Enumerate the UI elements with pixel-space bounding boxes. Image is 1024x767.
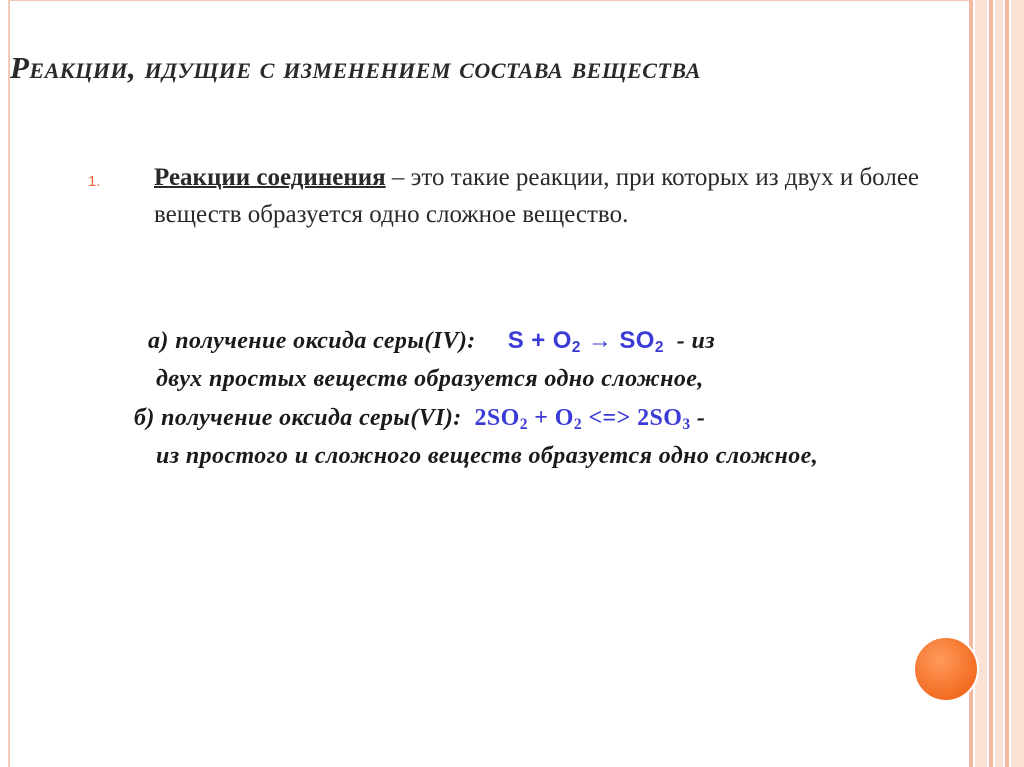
example-b-tail: - (690, 405, 706, 431)
border-stripe (1005, 0, 1009, 767)
border-stripe (995, 0, 1003, 767)
orange-circle-decoration (913, 636, 979, 702)
definition-text (154, 159, 934, 233)
formula-a: $S + O_2 \to SO_2$ (507, 327, 664, 356)
frame-left-line (8, 0, 10, 767)
border-stripe (975, 0, 987, 767)
definition: – это такие реакции, при которых из двух и более веществ образуется одно сложное вещество. (154, 164, 920, 228)
example-a-tail: - из (670, 328, 716, 354)
term: Реакции соединения (154, 164, 386, 191)
example-a (148, 322, 948, 398)
example-a-continuation: двух простых веществ образуется одно сложное, (156, 366, 704, 392)
example-b (134, 399, 946, 475)
example-b-continuation: из простого и сложного веществ образуется одно сложное, (156, 443, 819, 469)
border-stripe (1011, 0, 1024, 767)
frame-top-line (8, 0, 970, 1)
formula-b: $2SO_2 + O_2$ <=> $2SO_3$ (474, 405, 691, 433)
slide-title: Реакции, идущие с изменением состава вещества (10, 50, 701, 85)
list-number: 1. (88, 173, 101, 190)
example-a-prefix: а) получение оксида серы(IV): (148, 328, 476, 354)
example-b-prefix: б) получение оксида серы(VI): (134, 405, 462, 431)
border-stripe (989, 0, 993, 767)
